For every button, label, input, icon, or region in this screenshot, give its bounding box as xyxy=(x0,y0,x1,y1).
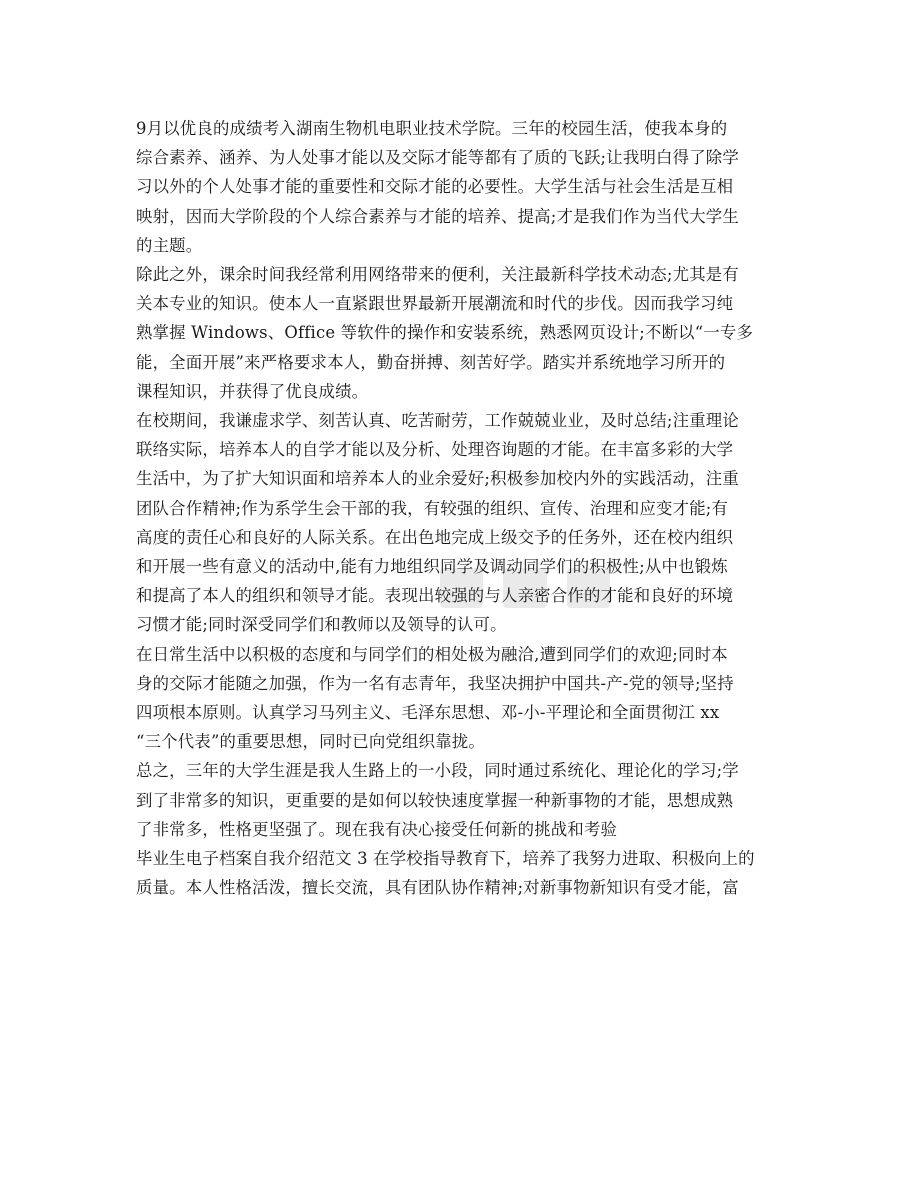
paragraph-3: 在校期间，我谦虚求学、刻苦认真、吃苦耐劳，工作兢兢业业，及时总结;注重理论 联络实际，培养本人的自学才能以及分析、处理咨询题的才能。在丰富多彩的大学 生活中，为了扩大知识面和培养本人的业余爱好;积极参加校内外的实践活动，注重 团队合作精神;作为系学生会干部的我，有较强的组织、宣传、治理和应变才能;有 高度的责任心和良好的人际关系。在出色地完成上级交予的任务外，还在校内组织 和开展一些有意义的活动中,能有力地组织同学及调动同学们的积极性;从中也锻炼 和提高了本人的组织和领导才能。表现出较强的与人亲密合作的才能和良好的环境 习惯才能;同时深受同学们和教师以及领导的认可。 xyxy=(136,411,739,635)
paragraph-5: 总之，三年的大学生涯是我人生路上的一小段，同时通过系统化、理论化的学习;学 到了非常多的知识，更重要的是如何以较快速度掌握一种新事物的才能，思想成熟 了非常多，性格更坚强了。现在我有决心接受任何新的挑战和考验 xyxy=(136,761,739,839)
document-body xyxy=(136,114,788,902)
paragraph-2: 除此之外，课余时间我经常利用网络带来的便利，关注最新科学技术动态;尤其是有 关本专业的知识。使本人一直紧跟世界最新开展潮流和时代的步伐。因而我学习纯 熟掌握 Windows、Office 等软件的操作和安装系统，熟悉网页设计;不断以“一专多 能，全面开展”来严格要求本人，勤奋拼搏、刻苦好学。踏实并系统地学习所开的 课程知识，并获得了优良成绩。 xyxy=(136,265,754,401)
paragraph-1: 9月以优良的成绩考入湖南生物机电职业技术学院。三年的校园生活，使我本身的 综合素养、涵养、为人处事才能以及交际才能等都有了质的飞跃;让我明白得了除学 习以外的个人处事才能的重要性和交际才能的必要性。大学生活与社会生活是互相 映射，因而大学阶段的个人综合素养与才能的培养、提高;才是我们作为当代大学生 的主题。 xyxy=(136,119,739,255)
paragraph-4: 在日常生活中以积极的态度和与同学们的相处极为融洽,遭到同学们的欢迎;同时本 身的交际才能随之加强，作为一名有志青年，我坚决拥护中国共-产-党的领导;坚持 四项根本原则。认真学习马列主义、毛泽东思想、邓-小-平理论和全面贯彻江 xx “三个代表”的重要思想，同时已向党组织靠拢。 xyxy=(136,644,734,752)
paragraph-6: 毕业生电子档案自我介绍范文 3 在学校指导教育下，培养了我努力进取、积极向上的 质量。本人性格活泼，擅长交流，具有团队协作精神;对新事物新知识有受才能，富 xyxy=(136,849,755,898)
